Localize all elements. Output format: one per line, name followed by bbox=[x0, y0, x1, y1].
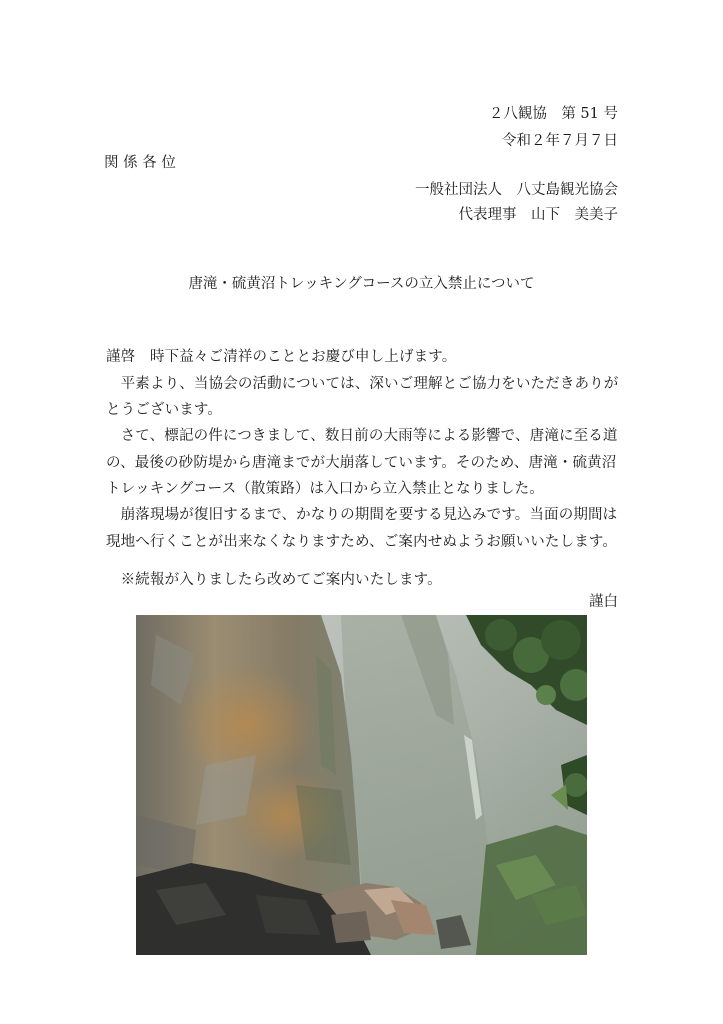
document-date: 令和２年７月７日 bbox=[502, 133, 618, 149]
addressee: 関 係 各 位 bbox=[104, 155, 176, 171]
body-line: トレッキングコース（散策路）は入口から立入禁止となりました。 bbox=[106, 481, 544, 497]
document-number: ２八観協 第 51 号 bbox=[488, 106, 618, 122]
body-line: 現地へ行くことが出来なくなりますため、ご案内せぬようお願いいたします。 bbox=[106, 534, 618, 550]
body-line: 平素より、当協会の活動については、深いご理解とご協力をいただきありが bbox=[106, 376, 619, 392]
body-line: の、最後の砂防堤から唐滝までが大崩落しています。そのため、唐滝・硫黄沼 bbox=[106, 455, 617, 471]
body-line: 崩落現場が復旧するまで、かなりの期間を要する見込みです。当面の期間は bbox=[106, 507, 618, 523]
document-title: 唐滝・硫黄沼トレッキングコースの立入禁止について bbox=[188, 276, 535, 292]
follow-up-note: ※続報が入りましたら改めてご案内いたします。 bbox=[106, 572, 442, 588]
body-line: 謹啓 時下益々ご清祥のこととお慶び申し上げます。 bbox=[106, 349, 457, 365]
body-line: さて、標記の件につきまして、数日前の大雨等による影響で、唐滝に至る道 bbox=[106, 428, 618, 444]
sender-representative: 代表理事 山下 美美子 bbox=[458, 207, 618, 223]
sender-organization: 一般社団法人 八丈島観光協会 bbox=[415, 182, 618, 198]
closing-word: 謹白 bbox=[589, 594, 618, 610]
rockslide-photo bbox=[136, 615, 587, 955]
body-line: とうございます。 bbox=[106, 402, 223, 418]
